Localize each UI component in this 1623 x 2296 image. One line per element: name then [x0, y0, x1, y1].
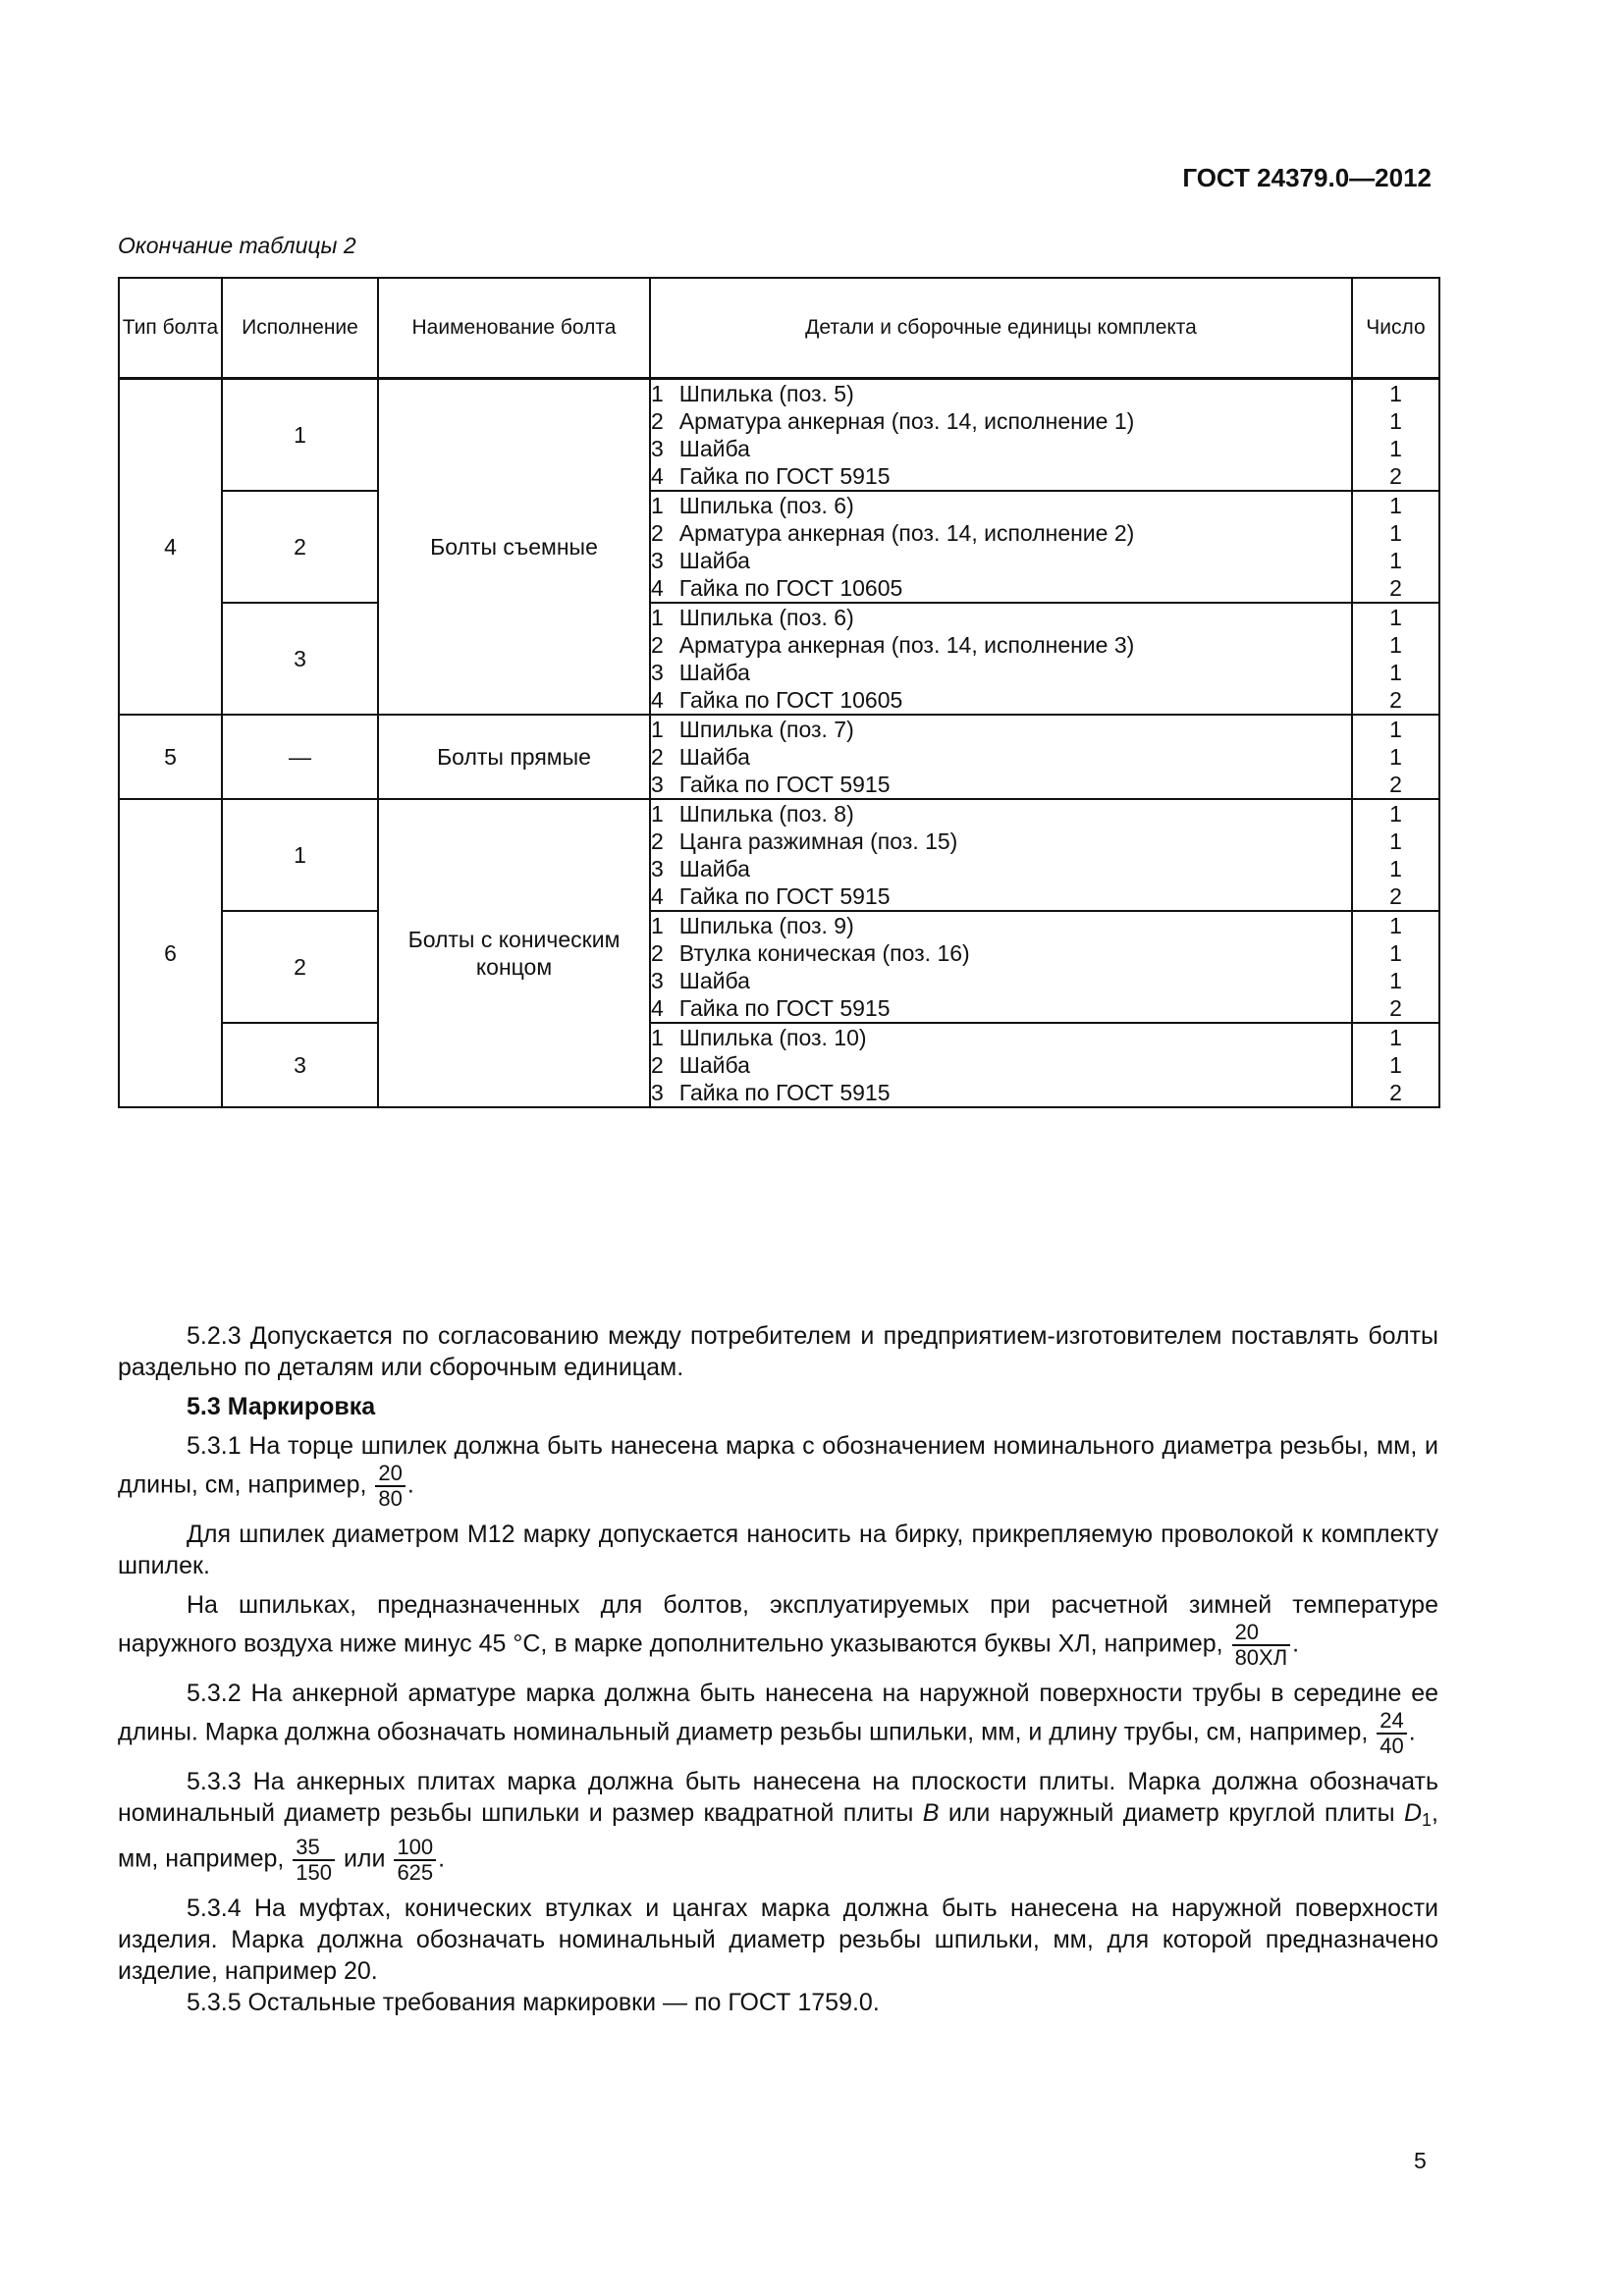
count-cell: 1 1 1 2: [1352, 799, 1439, 911]
parts-cell: [650, 799, 1352, 911]
parts-cell: [650, 911, 1352, 1023]
part-line: 2 Арматура анкерная (поз. 14, исполнение 3): [651, 632, 1135, 658]
bolt-name-cell: Болты съемные: [378, 379, 650, 716]
variant-cell: 2: [222, 491, 378, 603]
part-line: 4 Гайка по ГОСТ 5915: [651, 883, 891, 909]
part-line: 1 Шпилька (поз. 6): [651, 605, 854, 630]
parts-cell: [650, 603, 1352, 715]
table-caption: Окончание таблицы 2: [118, 233, 356, 258]
parts-cell: [650, 715, 1352, 799]
table-row: [119, 715, 1439, 799]
paragraph-cold-climate: На шпильках, предназначенных для болтов, эксплуатируемых при расчетной зимней температуре наружного воздуха ниже минус 45 °С, в марке дополнительно указываются буквы ХЛ, например, $\frac{20}{80ХЛ}$ .: [118, 1591, 1438, 1670]
table-header-row: [119, 278, 1439, 379]
part-line: 4 Гайка по ГОСТ 5915: [651, 463, 891, 489]
table-row: [119, 491, 1439, 603]
variant-cell: 1: [222, 799, 378, 911]
header-bolt-name: Наименование болта: [378, 278, 650, 379]
count-cell: 1 1 2: [1352, 715, 1439, 799]
part-line: 1 Шпилька (поз. 6): [651, 493, 854, 518]
bolt-type-cell: 5: [119, 715, 222, 799]
paragraph-5-3-3: 5.3.3 На анкерных плитах марка должна быть нанесена на плоскости плиты. Марка должна обозначать номинальный диаметр резьбы шпильки и размер квадратной плиты В или наружный диаметр круглой плиты $D_1$, мм, например, $\frac{35}{150}$ или $\frac{100}{625}$ .: [118, 1768, 1438, 1885]
part-line: 4 Гайка по ГОСТ 10605: [651, 575, 903, 601]
part-line: 3 Гайка по ГОСТ 5915: [651, 772, 891, 797]
paragraph-5-2-3: 5.2.3 Допускается по согласованию между потребителем и предприятием-изготовителем поставлять болты раздельно по деталям или сборочным единицам.: [118, 1322, 1438, 1381]
part-line: 2 Цанга разжимная (поз. 15): [651, 828, 958, 854]
marking-fraction: $\frac{20}{80}$: [375, 1462, 405, 1511]
header-variant: Исполнение: [222, 278, 378, 379]
part-line: 3 Шайба: [651, 968, 750, 993]
variant-cell: 2: [222, 911, 378, 1023]
page-number: 5: [1414, 2148, 1427, 2173]
part-line: 2 Шайба: [651, 744, 750, 770]
part-line: 4 Гайка по ГОСТ 10605: [651, 687, 903, 713]
paragraph-5-3-5: 5.3.5 Остальные требования маркировки — по ГОСТ 1759.0.: [187, 1989, 880, 2016]
table-row: [119, 799, 1439, 911]
bolt-type-cell: 4: [119, 379, 222, 716]
part-line: 3 Шайба: [651, 856, 750, 881]
header-kit-parts: Детали и сборочные единицы комплекта: [650, 278, 1352, 379]
paragraph-m12: Для шпилек диаметром М12 марку допускается наносить на бирку, прикрепляемую проволокой к комплекту шпилек.: [118, 1521, 1438, 1579]
part-line: 2 Арматура анкерная (поз. 14, исполнение 2): [651, 520, 1135, 546]
part-line: 2 Шайба: [651, 1052, 750, 1078]
part-line: 1 Шпилька (поз. 9): [651, 913, 854, 938]
count-cell: 1 1 1 2: [1352, 603, 1439, 715]
part-line: 1 Шпилька (поз. 10): [651, 1025, 867, 1050]
bolt-name-cell: Болты с коническим концом: [378, 799, 650, 1107]
marking-fraction: $\frac{35}{150}$: [293, 1836, 335, 1885]
variant-cell: —: [222, 715, 378, 799]
part-line: 2 Втулка коническая (поз. 16): [651, 940, 970, 966]
count-cell: 1 1 1 2: [1352, 491, 1439, 603]
bolt-type-cell: 6: [119, 799, 222, 1107]
table-row: [119, 1023, 1439, 1107]
variant-cell: 3: [222, 1023, 378, 1107]
bolt-name-cell: Болты прямые: [378, 715, 650, 799]
table-row: [119, 603, 1439, 715]
part-line: 1 Шпилька (поз. 7): [651, 717, 854, 742]
count-cell: 1 1 1 2: [1352, 911, 1439, 1023]
variant-cell: 1: [222, 379, 378, 492]
body-text: [118, 1320, 1438, 2018]
marking-fraction: $\frac{24}{40}$: [1377, 1709, 1406, 1758]
header-count: Число: [1352, 278, 1439, 379]
part-line: 3 Шайба: [651, 436, 750, 461]
part-line: 1 Шпилька (поз. 8): [651, 801, 854, 827]
section-heading-5-3: 5.3 Маркировка: [187, 1393, 376, 1420]
marking-fraction: $\frac{100}{625}$: [394, 1836, 436, 1885]
part-line: 3 Гайка по ГОСТ 5915: [651, 1080, 891, 1105]
paragraph-5-3-1: 5.3.1 На торце шпилек должна быть нанесена марка с обозначением номинального диаметра резьбы, мм, и длины, см, например, $\frac{20}{80}$ .: [118, 1432, 1438, 1511]
part-line: 3 Шайба: [651, 660, 750, 685]
paragraph-5-3-4: 5.3.4 На муфтах, конических втулках и цангах марка должна быть нанесена на наружной поверхности изделия. Марка должна обозначать номинальный диаметр резьбы шпильки, мм, для которой предназначено изделие, например 20.: [118, 1895, 1438, 1985]
variant-cell: 3: [222, 603, 378, 715]
parts-cell: [650, 1023, 1352, 1107]
document-code: ГОСТ 24379.0—2012: [1182, 163, 1432, 192]
table-row: [119, 379, 1439, 492]
parts-cell: [650, 491, 1352, 603]
table-row: [119, 911, 1439, 1023]
part-line: 2 Арматура анкерная (поз. 14, исполнение 1): [651, 408, 1135, 434]
count-cell: 1 1 1 2: [1352, 379, 1439, 492]
part-line: 4 Гайка по ГОСТ 5915: [651, 995, 891, 1021]
part-line: 1 Шпилька (поз. 5): [651, 381, 854, 406]
parts-cell: [650, 379, 1352, 492]
count-cell: 1 1 2: [1352, 1023, 1439, 1107]
marking-fraction: $\frac{20}{80ХЛ}$: [1232, 1621, 1291, 1670]
paragraph-5-3-2: 5.3.2 На анкерной арматуре марка должна быть нанесена на наружной поверхности трубы в середине ее длины. Марка должна обозначать номинальный диаметр резьбы шпильки, мм, и длину трубы, см, например, $\frac{24}{40}$ .: [118, 1680, 1438, 1758]
part-line: 3 Шайба: [651, 548, 750, 573]
bolt-kit-table: [118, 277, 1440, 1108]
header-bolt-type: Тип болта: [119, 278, 222, 379]
